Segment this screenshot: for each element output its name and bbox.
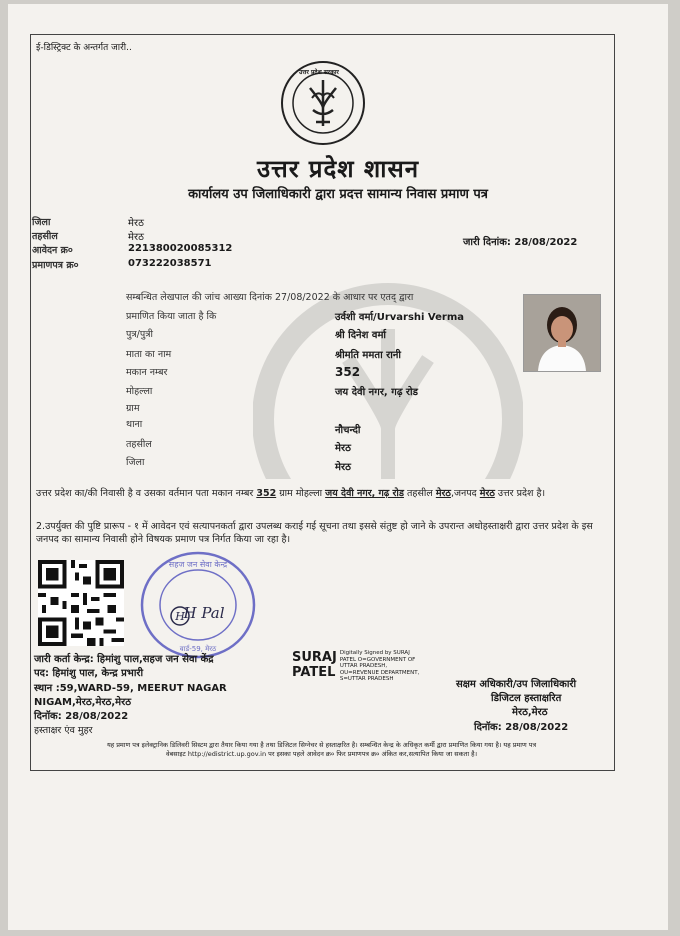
para-district: मेरठ [479,488,495,499]
para-house-number: 352 [256,488,277,499]
district-value: मेरठ [335,462,351,473]
thana-value: नौचन्दी [335,425,361,436]
house-number: 352 [335,365,361,379]
application-number-label: आवेदन क्र० [32,245,73,256]
meta-district-value: मेरठ [128,218,144,229]
seal-stamp [138,550,258,660]
authority-date: दिनॉक: 28/08/2022 [474,722,569,733]
mother-name: श्रीमति ममता रानी [335,350,401,361]
signer-first-name: SURAJ [292,650,337,665]
stamp-top-text: सहज जन सेवा केन्द्र [168,560,228,569]
applicant-name: उर्वशी वर्मा/Urvarshi Verma [335,312,464,323]
footer-line-1: यह प्रमाण पत्र इलेक्ट्रानिक डिलिवरी सिस्टम द्वारा तैयार किया गया है तथा डिजिटल सिग्नेचर से हस्ताक्षरित है। सम्बन्धित केन्द्र के अधिकृत कर्मी द्वारा प्रमाणित किया गया है। यह प्रमाण पत्र [106,741,537,749]
stamp-bottom-text: वार्ड-59, मेरठ [179,645,217,653]
signature-seal-label: हस्ताक्षर एंव मुहर [34,725,93,736]
tehsil-value: मेरठ [335,443,351,454]
qr-code [38,560,124,646]
locality-value: जय देवी नगर, गढ़ रोड [335,387,418,398]
investigation-intro: सम्बन्धित लेखपाल की जांच आख्या दिनांक 27/08/2022 के आधार पर एतद् द्वारा [126,292,414,303]
certificate-number-label: प्रमाणपत्र क्र० [32,260,79,271]
certificate-subtitle: कार्यालय उप जिलाधिकारी द्वारा प्रदत्त सामान्य निवास प्रमाण पत्र [188,187,488,202]
locality-label: मोहल्ला [126,386,153,397]
svg-text:H: H [175,610,185,623]
residence-statement: उत्तर प्रदेश का/की निवासी है व उसका वर्तमान पता मकान नम्बर 352 ग्राम मोहल्ला जय देवी नगर, गढ़ रोड तहसील मेरठ,जनपद मेरठ उत्तर प्रदेश है। [36,488,546,499]
meta-tehsil-label: तहसील [32,231,58,242]
tehsil-label: तहसील [126,439,152,450]
digital-signature: SURAJ PATEL Digitally Signed by SURAJ PATEL O=GOVERNMENT OF UTTAR PRADESH, OU=REVENUE DEPARTMENT, S=UTTAR PRADESH [292,650,420,682]
issuer-date: दिनॉक: 28/08/2022 [34,711,129,722]
issued-under-note: ई-डिस्ट्रिक्ट के अन्तर्गत जारी.. [36,43,132,53]
authority-title: सक्षम अधिकारी/उप जिलाधिकारी [456,679,577,690]
issuer-place-line1: स्थान :59,WARD-59, MEERUT NAGAR [34,683,227,694]
house-label: मकान नम्बर [126,367,168,378]
signer-last-name: PATEL [292,665,336,680]
village-label: ग्राम [126,403,140,414]
para-locality: जय देवी नगर, गढ़ रोड [325,488,404,499]
certificate-page [8,4,668,930]
footer-line-2: वेबसाइट http://edistrict.up.gov.in पर इसका पहले आवेदन क्र० फिर प्रमाणपत्र क्र० अंकित कर,सत्यापित किया जा सकता है। [165,750,478,758]
authority-place: मेरठ,मेरठ [512,707,548,718]
authority-signed: डिजिटल हस्ताक्षरित [491,693,562,704]
father-name: श्री दिनेश वर्मा [335,330,387,341]
thana-label: थाना [126,419,143,430]
certify-label: प्रमाणित किया जाता है कि [126,311,217,322]
application-number-value: 221380020085312 [128,243,233,254]
meta-district-label: जिला [32,217,51,228]
page-title: उत्तर प्रदेश शासन [256,155,420,183]
mother-label: माता का नाम [126,349,172,360]
child-of-label: पुत्र/पुत्री [126,329,153,340]
meta-tehsil-value: मेरठ [128,232,144,243]
applicant-photo [523,294,601,372]
verification-statement: 2.उपर्युक्त की पुष्टि प्रारूप - १ में आवेदन एवं सत्यापनकर्ता द्वारा उपलब्ध कराई गई सूचना तथा इससे संतुष्ट हो जाने के उपरान्त अधोहस्ताक्षरी द्वारा उत्तर प्रदेश के इस जनपद का सामान्य निवासी होने विषयक प्रमाण पत्र निर्गत किया जा रहा है। [36,521,593,545]
verification-footer [34,741,609,759]
emblem-text: उत्तर प्रदेश सरकार [299,69,339,76]
stamp-signature: H Pal [183,604,225,622]
issuer-place-line2: NIGAM,मेरठ,मेरठ,मेरठ [34,697,132,708]
issue-date: जारी दिनांक: 28/08/2022 [463,237,578,248]
district-label: जिला [126,457,145,468]
certificate-number-value: 073222038571 [128,258,212,269]
para-tehsil: मेरठ [435,488,451,499]
issuing-center: जारी कर्ता केन्द्र: हिमांशु पाल,सहज जन सेवा केंद्र [34,654,214,665]
issuer-post: पद: हिमांशु पाल, केन्द्र प्रभारी [34,668,144,679]
